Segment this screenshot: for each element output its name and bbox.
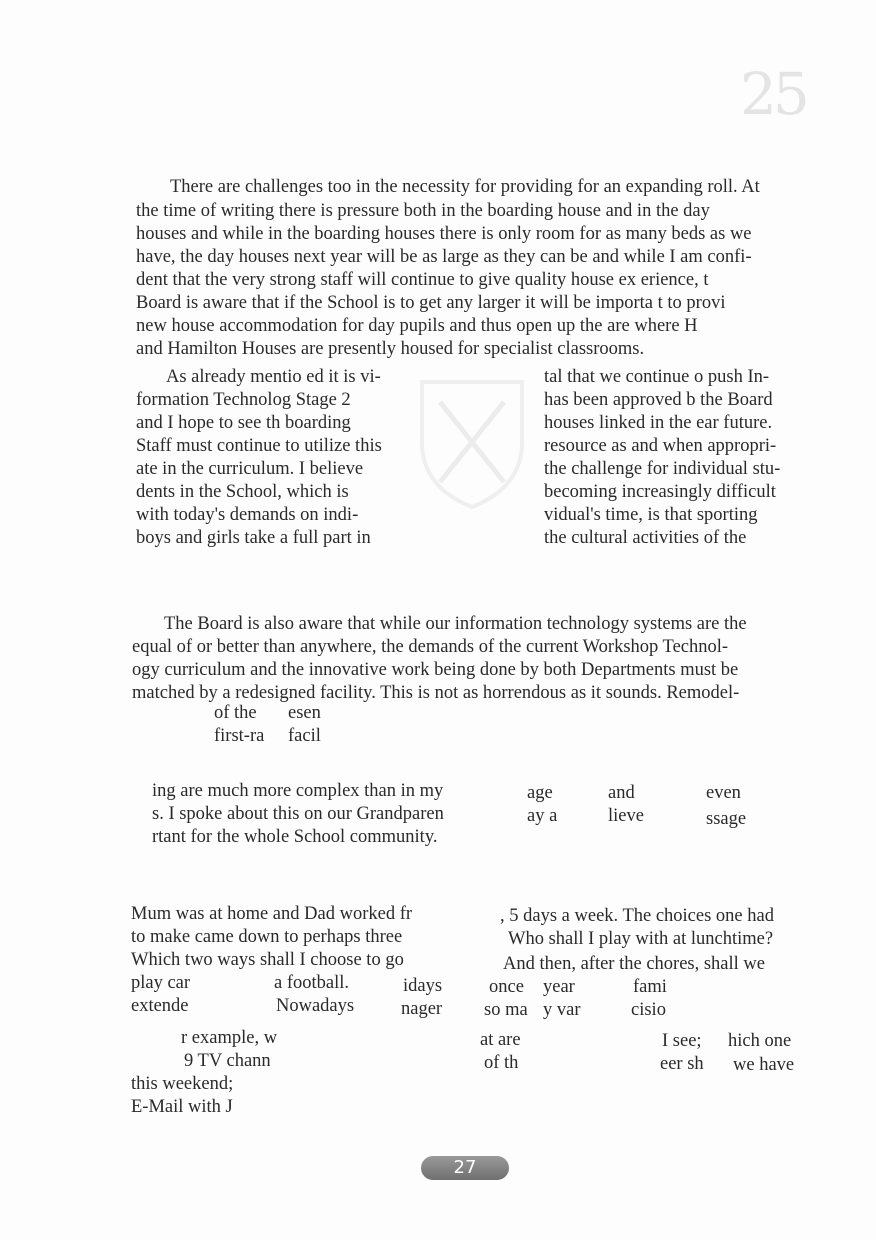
para5-fragment-word: y var: [543, 1000, 581, 1020]
para6-mid-word: of th: [484, 1053, 519, 1073]
para4-right-word: even: [706, 783, 741, 803]
para4-left-line: s. I spoke about this on our Grandparen: [152, 804, 444, 824]
para5-left-line: Which two ways shall I choose to go: [131, 950, 404, 970]
para2-right-line: the cultural activities of the: [544, 528, 747, 548]
para2-right-line: tal that we continue o push In-: [544, 367, 770, 387]
para5-fragment-word: idays: [403, 976, 443, 996]
fragment-word: of the: [214, 703, 257, 723]
para5-right-line: , 5 days a week. The choices one had: [500, 906, 774, 926]
para5-fragment-word: a football.: [274, 973, 350, 993]
para2-right-line: has been approved b the Board: [544, 390, 773, 410]
para4-right-word: ssage: [706, 809, 747, 829]
para2-left-line: and I hope to see th boarding: [136, 413, 351, 433]
para5-right-line: And then, after the chores, shall we: [503, 954, 765, 974]
para6-right-word: hich one: [728, 1031, 792, 1051]
para1-line: Board is aware that if the School is to get any larger it will be importa t to provi: [136, 293, 726, 313]
para5-fragment-word: so ma: [484, 1000, 528, 1020]
corner-page-mark: 25: [740, 60, 806, 128]
para4-right-word: ay a: [527, 806, 558, 826]
para2-left-line: ate in the curriculum. I believe: [136, 459, 364, 479]
para4-left-line: rtant for the whole School community.: [152, 827, 438, 847]
fragment-word: facil: [288, 726, 321, 746]
para5-fragment-word: Nowadays: [276, 996, 355, 1016]
para6-left-line: this weekend;: [131, 1074, 234, 1094]
para2-right-line: vidual's time, is that sporting: [544, 505, 758, 525]
para4-right-word: age: [527, 783, 553, 803]
para5-right-line: Who shall I play with at lunchtime?: [508, 929, 774, 949]
para2-right-line: resource as and when appropri-: [544, 436, 777, 456]
para2-left-line: with today's demands on indi-: [136, 505, 359, 525]
para2-right-line: the challenge for individual stu-: [544, 459, 781, 479]
para2-left-line: boys and girls take a full part in: [136, 528, 371, 548]
para5-fragment-word: cisio: [631, 1000, 666, 1020]
para3-line: matched by a redesigned facility. This is not as horrendous as it sounds. Remodel-: [132, 683, 740, 703]
para5-fragment-word: extende: [131, 996, 189, 1016]
para2-left-line: formation Technolog Stage 2: [136, 390, 351, 410]
para1-line: the time of writing there is pressure both in the boarding house and in the day: [136, 201, 710, 221]
para2-left-line: dents in the School, which is: [136, 482, 349, 502]
fragment-word: esen: [288, 703, 321, 723]
para5-left-line: to make came down to perhaps three: [131, 927, 403, 947]
school-crest-watermark: [412, 372, 532, 512]
para1-line: and Hamilton Houses are presently housed for specialist classrooms.: [136, 339, 645, 359]
para4-left-line: ing are much more complex than in my: [152, 781, 444, 801]
para1-line: have, the day houses next year will be as large as they can be and while I am confi-: [136, 247, 752, 267]
para1-line: There are challenges too in the necessity for providing for an expanding roll. At: [170, 177, 760, 197]
para3-line: equal of or better than anywhere, the demands of the current Workshop Technol-: [132, 637, 729, 657]
para6-mid-word: at are: [480, 1030, 521, 1050]
para2-right-line: houses linked in the ear future.: [544, 413, 773, 433]
para1-line: new house accommodation for day pupils and thus open up the are where H: [136, 316, 698, 336]
para3-line: ogy curriculum and the innovative work being done by both Departments must be: [132, 660, 739, 680]
para5-fragment-word: play car: [131, 973, 191, 993]
para3-line: The Board is also aware that while our information technology systems are the: [164, 614, 747, 634]
para2-left-line: Staff must continue to utilize this: [136, 436, 382, 456]
para6-left-line: E-Mail with J: [131, 1097, 233, 1117]
para6-right-word: I see;: [662, 1031, 702, 1051]
para6-right-word: eer sh: [660, 1054, 704, 1074]
para1-line: dent that the very strong staff will continue to give quality house ex erience, t: [136, 270, 709, 290]
para5-fragment-word: fami: [633, 977, 667, 997]
para5-left-line: Mum was at home and Dad worked fr: [131, 904, 413, 924]
page-number-badge: 27: [421, 1156, 509, 1180]
para6-right-word: we have: [733, 1055, 795, 1075]
para5-fragment-word: nager: [401, 999, 443, 1019]
para5-fragment-word: year: [543, 977, 575, 997]
para4-right-word: and: [608, 783, 635, 803]
para2-left-line: As already mentio ed it is vi-: [166, 367, 381, 387]
para6-left-line: 9 TV chann: [184, 1051, 271, 1071]
para4-right-word: lieve: [608, 806, 644, 826]
para2-right-line: becoming increasingly difficult: [544, 482, 776, 502]
fragment-word: first-ra: [214, 726, 265, 746]
para6-left-line: r example, w: [181, 1028, 278, 1048]
para5-fragment-word: once: [489, 977, 524, 997]
para1-line: houses and while in the boarding houses there is only room for as many beds as we: [136, 224, 752, 244]
